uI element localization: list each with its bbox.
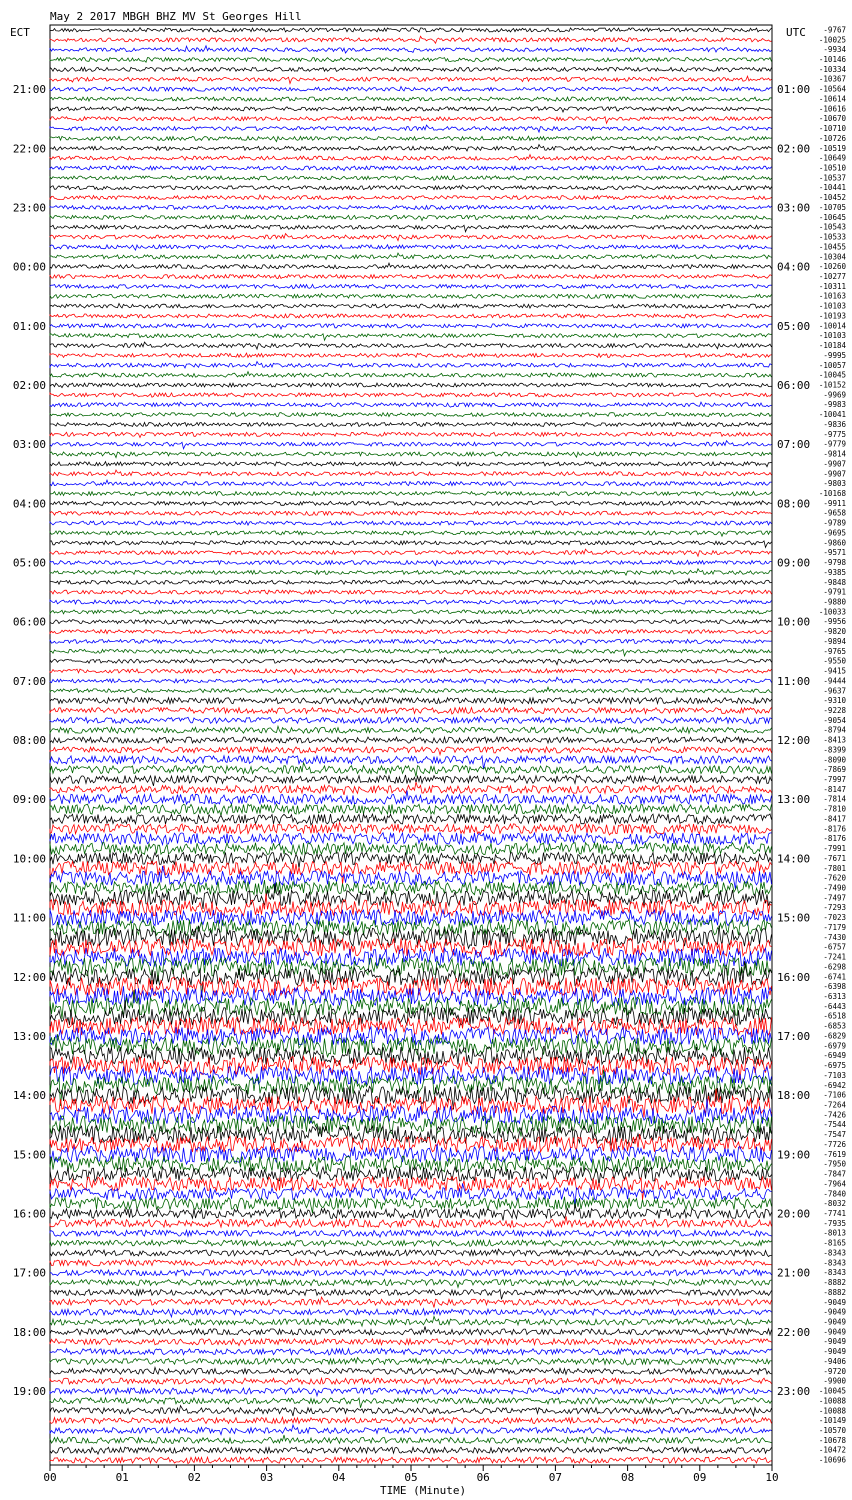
trace-offset-label: -8882 [823, 1278, 846, 1287]
trace-offset-label: -10103 [818, 331, 846, 341]
x-tick-label: 04 [332, 1471, 346, 1484]
right-hour-label: 13:00 [777, 793, 811, 807]
trace-offset-label: -7293 [823, 903, 846, 913]
trace-offset-label: -7964 [823, 1179, 846, 1189]
trace-offset-labels [819, 25, 847, 1464]
trace-offset-label: -7991 [823, 844, 846, 854]
trace-offset-label: -8176 [823, 834, 846, 844]
left-hour-label: 22:00 [12, 142, 46, 156]
trace-offset-label: -6518 [823, 1011, 846, 1021]
trace-offset-label: -9720 [823, 1366, 846, 1376]
trace-offset-label: -10696 [818, 1455, 846, 1465]
left-hour-label: 05:00 [12, 556, 46, 570]
right-timezone-label: UTC [786, 26, 806, 39]
trace-offset-label: -9907 [823, 459, 846, 469]
trace-offset-label: -9444 [823, 676, 846, 686]
trace-offset-label: -8399 [823, 745, 846, 755]
left-hour-label: 07:00 [12, 674, 46, 688]
trace-offset-label: -8343 [823, 1258, 846, 1268]
left-hour-label: 09:00 [12, 793, 46, 807]
trace-offset-label: -7106 [823, 1090, 846, 1100]
x-axis [43, 1465, 778, 1484]
trace-offset-label: -9911 [823, 498, 846, 508]
trace-offset-label: -6741 [823, 972, 846, 982]
trace-offset-label: -7814 [823, 794, 846, 804]
trace-offset-label: -9995 [823, 350, 846, 360]
trace-offset-label: -8882 [823, 1287, 846, 1297]
trace-offset-label: -10025 [818, 35, 846, 45]
trace-offset-label: -7547 [823, 1130, 846, 1140]
right-hour-label: 11:00 [777, 674, 811, 688]
trace-offset-label: -6398 [823, 982, 846, 992]
trace-offset-label: -7997 [823, 775, 846, 784]
trace-offset-label: -9049 [823, 1317, 846, 1327]
x-tick-label: 01 [115, 1471, 129, 1484]
trace-offset-label: -9814 [823, 449, 846, 459]
trace-offset-label: -10088 [818, 1406, 846, 1416]
trace-offset-label: -10649 [818, 153, 846, 163]
trace-offset-label: -9571 [823, 548, 846, 558]
trace-offset-label: -7497 [823, 893, 846, 903]
trace-offset-label: -9848 [823, 577, 846, 587]
trace-offset-label: -9791 [823, 587, 846, 597]
trace-offset-label: -10519 [818, 143, 846, 153]
trace-offset-label: -10149 [818, 1416, 846, 1426]
right-hour-label: 18:00 [777, 1089, 811, 1103]
plot-frame [50, 25, 772, 1465]
trace-offset-label: -10533 [818, 232, 846, 242]
trace-offset-label: -9415 [823, 666, 846, 676]
left-hour-label: 06:00 [12, 615, 46, 629]
right-hour-label: 08:00 [777, 497, 811, 511]
right-hour-label: 01:00 [777, 83, 811, 97]
left-hour-label: 21:00 [12, 83, 46, 97]
trace-offset-label: -10014 [818, 321, 846, 331]
trace-offset-label: -9798 [823, 558, 846, 567]
trace-offset-label: -9049 [823, 1327, 846, 1337]
trace-offset-label: -7619 [823, 1149, 846, 1159]
trace-offset-label: -9956 [823, 617, 846, 627]
trace-offset-label: -7840 [823, 1189, 846, 1199]
right-hour-label: 14:00 [777, 852, 811, 866]
trace-offset-label: -10455 [818, 242, 846, 252]
trace-offset-label: -10441 [818, 183, 846, 193]
trace-offset-label: -7023 [823, 913, 846, 923]
trace-offset-label: -10103 [818, 301, 846, 311]
trace-offset-label: -9550 [823, 656, 846, 666]
trace-offset-label: -10367 [818, 74, 846, 84]
trace-offset-label: -7426 [823, 1110, 846, 1120]
right-hour-label: 03:00 [777, 201, 811, 215]
trace-offset-label: -8417 [823, 814, 846, 824]
right-hour-label: 20:00 [777, 1207, 811, 1221]
trace-offset-label: -10543 [818, 222, 846, 232]
trace-offset-label: -7544 [823, 1120, 846, 1130]
left-hour-label: 12:00 [12, 970, 46, 984]
x-tick-label: 09 [693, 1471, 707, 1484]
trace-offset-label: -9049 [823, 1347, 846, 1357]
right-hour-label: 15:00 [777, 911, 811, 925]
left-hour-label: 00:00 [12, 260, 46, 274]
trace-offset-label: -9228 [823, 706, 846, 715]
trace-offset-label: -9054 [823, 715, 846, 725]
trace-offset-label: -10334 [818, 64, 846, 74]
trace-offset-label: -10537 [818, 173, 846, 183]
trace-offset-label: -10277 [818, 272, 846, 281]
trace-offset-label: -8413 [823, 735, 846, 745]
right-hour-label: 06:00 [777, 379, 811, 392]
right-hour-label: 19:00 [777, 1148, 811, 1162]
trace-offset-label: -7950 [823, 1159, 846, 1169]
trace-offset-label: -10045 [818, 1386, 846, 1396]
trace-offset-label: -9695 [823, 528, 846, 538]
trace-offset-label: -9310 [823, 696, 846, 706]
x-tick-label: 06 [476, 1471, 490, 1484]
trace-offset-label: -7847 [823, 1169, 846, 1179]
trace-offset-label: -10168 [818, 489, 846, 498]
trace-offset-label: -9934 [823, 45, 846, 55]
trace-offset-label: -9765 [823, 646, 846, 656]
trace-offset-label: -7620 [823, 873, 846, 883]
right-hour-label: 21:00 [777, 1266, 811, 1280]
trace-offset-label: -10510 [818, 163, 846, 173]
x-axis-label: TIME (Minute) [380, 1484, 467, 1497]
trace-offset-label: -9779 [823, 439, 846, 449]
trace-offset-label: -9860 [823, 538, 846, 548]
trace-offset-label: -8032 [823, 1199, 846, 1209]
left-hour-label: 14:00 [12, 1089, 46, 1103]
trace-offset-label: -6443 [823, 1001, 846, 1011]
trace-offset-label: -8165 [823, 1238, 846, 1248]
trace-offset-label: -8794 [823, 725, 846, 735]
x-tick-label: 02 [187, 1471, 202, 1484]
trace-offset-label: -9406 [823, 1356, 846, 1366]
trace-offset-label: -7935 [823, 1218, 846, 1228]
trace-offset-label: -10452 [818, 193, 846, 203]
trace-offset-label: -6853 [823, 1021, 846, 1031]
trace-offset-label: -10670 [818, 114, 846, 124]
left-hour-label: 17:00 [12, 1266, 46, 1280]
trace-offset-label: -10045 [818, 370, 846, 380]
trace-offset-label: -10088 [818, 1396, 846, 1406]
trace-offset-label: -10570 [818, 1426, 846, 1435]
x-tick-label: 08 [620, 1471, 635, 1484]
trace-offset-label: -10311 [818, 281, 846, 291]
trace-offset-label: -7671 [823, 853, 846, 863]
trace-offset-label: -8013 [823, 1228, 846, 1238]
trace-offset-label: -10616 [818, 104, 846, 114]
trace-offset-label: -6298 [823, 962, 846, 972]
trace-offset-label: -10163 [818, 291, 846, 301]
trace-offset-label: -9820 [823, 627, 846, 637]
left-hour-label: 18:00 [12, 1325, 46, 1339]
trace-offset-label: -10645 [818, 212, 846, 222]
trace-offset-label: -9049 [823, 1307, 846, 1317]
left-hour-label: 13:00 [12, 1030, 46, 1043]
trace-offset-label: -7179 [823, 923, 846, 932]
right-hour-label: 12:00 [777, 734, 811, 748]
trace-offset-label: -10184 [818, 341, 846, 350]
trace-offset-label: -7869 [823, 765, 846, 775]
x-tick-label: 03 [259, 1471, 274, 1484]
left-hour-label: 16:00 [12, 1207, 46, 1221]
left-hour-label: 11:00 [12, 911, 46, 925]
trace-offset-label: -10726 [818, 133, 846, 143]
trace-offset-label: -9969 [823, 390, 846, 400]
trace-offset-label: -8176 [823, 824, 846, 834]
trace-offset-label: -9880 [823, 597, 846, 607]
x-tick-label: 10 [765, 1471, 779, 1484]
trace-offset-label: -9049 [823, 1337, 846, 1347]
trace-offset-label: -9767 [823, 25, 846, 35]
right-hour-label: 09:00 [777, 556, 811, 570]
left-hour-label: 23:00 [12, 201, 46, 215]
left-hour-axis [13, 83, 46, 1398]
left-hour-label: 08:00 [12, 734, 46, 748]
x-tick-label: 05 [404, 1471, 418, 1484]
left-hour-label: 15:00 [12, 1148, 46, 1162]
right-hour-label: 02:00 [777, 142, 811, 156]
trace-offset-label: -6949 [823, 1051, 846, 1061]
trace-offset-label: -9907 [823, 469, 846, 479]
trace-offset-label: -7241 [823, 952, 846, 962]
trace-offset-label: -9637 [823, 686, 846, 696]
trace-offset-label: -8343 [823, 1248, 846, 1258]
trace-offset-label: -7801 [823, 863, 846, 873]
trace-offset-label: -6975 [823, 1061, 846, 1070]
trace-offset-label: -10260 [818, 262, 846, 272]
trace-offset-label: -8147 [823, 784, 846, 794]
trace-offset-label: -9385 [823, 567, 846, 577]
trace-offset-label: -10152 [818, 380, 846, 390]
trace-offset-label: -9049 [823, 1297, 846, 1307]
trace-offset-label: -9983 [823, 400, 846, 410]
trace-offset-label: -6942 [823, 1080, 846, 1090]
trace-offset-label: -10614 [818, 94, 846, 104]
trace-offset-label: -7103 [823, 1070, 846, 1080]
trace-offset-label: -10146 [818, 55, 846, 64]
trace-offset-label: -7726 [823, 1140, 846, 1149]
right-hour-axis [777, 83, 810, 1398]
trace-offset-label: -9775 [823, 429, 846, 439]
x-tick-label: 00 [43, 1471, 57, 1484]
trace-offset-label: -6979 [823, 1041, 846, 1051]
trace-offset-label: -7430 [823, 932, 846, 942]
left-hour-label: 01:00 [12, 319, 46, 333]
trace-offset-label: -6313 [823, 992, 846, 1001]
trace-offset-label: -8090 [823, 755, 846, 765]
right-hour-label: 10:00 [777, 615, 811, 629]
trace-offset-label: -6829 [823, 1031, 846, 1041]
trace-offset-label: -9836 [823, 420, 846, 429]
trace-offset-label: -10193 [818, 311, 846, 321]
left-hour-label: 03:00 [12, 438, 46, 452]
right-hour-label: 17:00 [777, 1030, 811, 1043]
trace-offset-label: -9789 [823, 518, 846, 528]
trace-offset-label: -7810 [823, 804, 846, 814]
trace-offset-label: -10564 [818, 84, 846, 94]
left-hour-label: 04:00 [12, 497, 46, 511]
left-timezone-label: ECT [10, 26, 30, 39]
right-hour-label: 04:00 [777, 260, 811, 274]
trace-offset-label: -10057 [818, 360, 846, 370]
trace-offset-label: -9900 [823, 1376, 846, 1386]
left-hour-label: 19:00 [12, 1385, 46, 1398]
trace-offset-label: -8343 [823, 1268, 846, 1278]
trace-offset-label: -6757 [823, 942, 846, 952]
trace-offset-label: -10678 [818, 1435, 846, 1445]
trace-offset-label: -10041 [818, 410, 846, 420]
right-hour-label: 16:00 [777, 970, 811, 984]
trace-offset-label: -9803 [823, 479, 846, 489]
trace-offset-label: -7490 [823, 883, 846, 893]
trace-offset-label: -10705 [818, 203, 846, 212]
trace-offset-label: -9894 [823, 636, 846, 646]
trace-offset-label: -10033 [818, 607, 846, 617]
trace-offset-label: -7264 [823, 1100, 846, 1110]
x-tick-label: 07 [548, 1471, 563, 1484]
trace-offset-label: -9658 [823, 508, 846, 518]
left-hour-label: 02:00 [12, 379, 46, 392]
right-hour-label: 22:00 [777, 1325, 811, 1339]
trace-offset-label: -10710 [818, 124, 846, 134]
chart-title: May 2 2017 MBGH BHZ MV St Georges Hill [50, 10, 302, 23]
trace-offset-label: -7741 [823, 1209, 846, 1218]
left-hour-label: 10:00 [12, 852, 46, 866]
right-hour-label: 07:00 [777, 438, 811, 452]
trace-offset-label: -10304 [818, 252, 846, 262]
right-hour-label: 23:00 [777, 1385, 811, 1398]
trace-offset-label: -10472 [818, 1445, 846, 1455]
right-hour-label: 05:00 [777, 319, 811, 333]
